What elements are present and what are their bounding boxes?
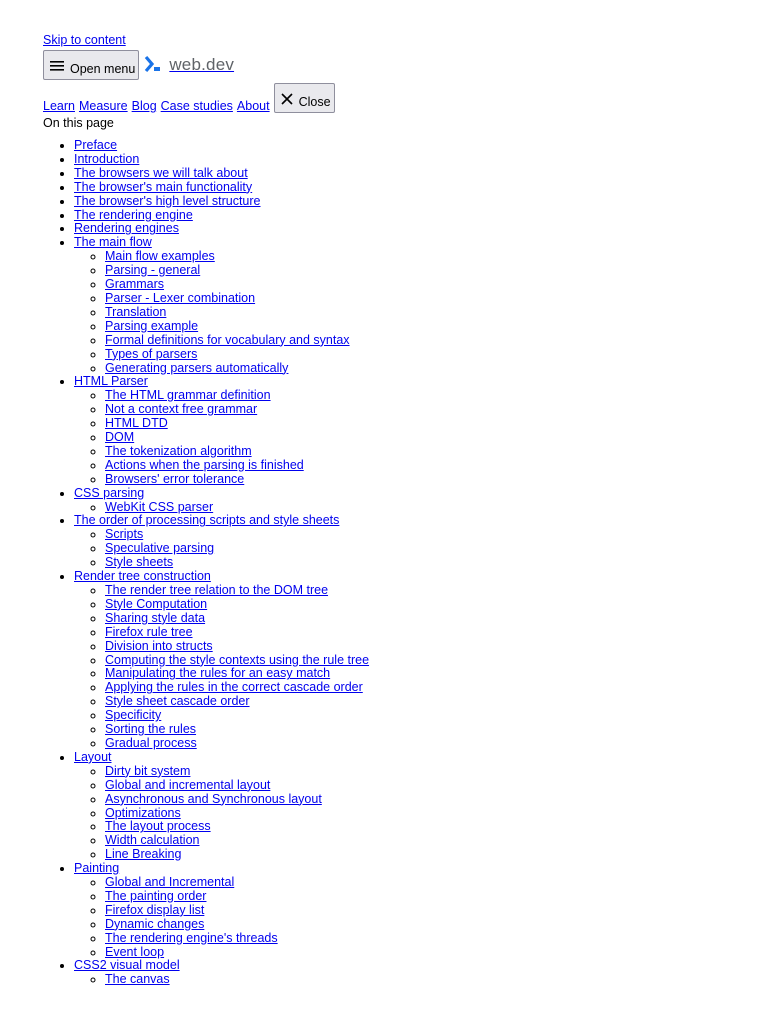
toc-subitem xyxy=(105,626,743,640)
toc-subitem xyxy=(105,723,743,737)
toc-sublink[interactable]: Speculative parsing xyxy=(105,541,215,556)
toc-item xyxy=(74,181,743,195)
toc-link[interactable]: Painting xyxy=(74,861,120,876)
toc-sublink[interactable]: Asynchronous and Synchronous layout xyxy=(105,791,322,806)
toc-sublink[interactable]: The rendering engine's threads xyxy=(105,930,278,945)
toc-subitem xyxy=(105,334,743,348)
toc-subitem xyxy=(105,389,743,403)
nav-blog[interactable]: Blog xyxy=(131,99,157,113)
hamburger-icon xyxy=(49,59,65,76)
toc-link[interactable]: The browser's main functionality xyxy=(74,179,253,194)
toc-link[interactable]: The rendering engine xyxy=(74,207,193,222)
toc-sublink[interactable]: The canvas xyxy=(105,972,170,987)
toc-item xyxy=(74,195,743,209)
toc-sublist xyxy=(74,765,743,862)
toc-link[interactable]: Introduction xyxy=(74,151,140,166)
toc-link[interactable]: The order of processing scripts and style sheets xyxy=(74,513,340,528)
toc-sublink[interactable]: Generating parsers automatically xyxy=(105,360,289,375)
toc-subitem xyxy=(105,737,743,751)
nav-learn[interactable]: Learn xyxy=(43,99,75,113)
toc-sublist xyxy=(74,876,743,959)
toc-sublink[interactable]: HTML DTD xyxy=(105,416,168,431)
toc-subitem xyxy=(105,820,743,834)
toc-subitem xyxy=(105,556,743,570)
open-menu-label: Open menu xyxy=(70,62,136,76)
toc-link[interactable]: Rendering engines xyxy=(74,221,179,236)
toc-subitem xyxy=(105,431,743,445)
toc-sublink[interactable]: Dirty bit system xyxy=(105,763,191,778)
toc-subitem xyxy=(105,542,743,556)
toc-subitem xyxy=(105,306,743,320)
toc-sublink[interactable]: Grammars xyxy=(105,277,165,292)
toc-link[interactable]: The browsers we will talk about xyxy=(74,165,248,180)
toc-sublink[interactable]: Line Breaking xyxy=(105,847,182,862)
toc-sublink[interactable]: Translation xyxy=(105,304,167,319)
toc-sublink[interactable]: Firefox rule tree xyxy=(105,624,193,639)
toc-subitem xyxy=(105,807,743,821)
toc-sublink[interactable]: Types of parsers xyxy=(105,346,198,361)
page-content xyxy=(43,32,743,987)
toc-subitem xyxy=(105,793,743,807)
toc-sublink[interactable]: Specificity xyxy=(105,708,162,723)
toc-sublink[interactable]: Parser - Lexer combination xyxy=(105,290,256,305)
toc-link[interactable]: The main flow xyxy=(74,235,152,250)
on-this-page-heading: On this page xyxy=(43,116,114,130)
toc-subitem xyxy=(105,640,743,654)
toc-sublink[interactable]: The painting order xyxy=(105,888,207,903)
toc-sublink[interactable]: Event loop xyxy=(105,944,165,959)
toc-sublink[interactable]: Parsing example xyxy=(105,318,199,333)
toc-sublist xyxy=(74,973,743,987)
toc-link[interactable]: Layout xyxy=(74,749,112,764)
toc-subitem xyxy=(105,876,743,890)
toc-subitem xyxy=(105,501,743,515)
toc-sublink[interactable]: WebKit CSS parser xyxy=(105,499,214,514)
toc-sublink[interactable]: Global and Incremental xyxy=(105,875,235,890)
open-menu-button[interactable] xyxy=(43,50,139,80)
toc-sublink[interactable]: Sorting the rules xyxy=(105,722,197,737)
toc-link[interactable]: CSS parsing xyxy=(74,485,145,500)
toc-item xyxy=(74,153,743,167)
toc-subitem xyxy=(105,932,743,946)
toc-subitem xyxy=(105,904,743,918)
toc-subitem xyxy=(105,584,743,598)
toc-sublink[interactable]: The render tree relation to the DOM tree xyxy=(105,583,329,597)
toc-subitem xyxy=(105,973,743,987)
toc-sublist xyxy=(74,389,743,486)
toc-subitem xyxy=(105,417,743,431)
toc-sublink[interactable]: Formal definitions for vocabulary and syntax xyxy=(105,332,350,347)
toc-subitem xyxy=(105,292,743,306)
toc-subitem xyxy=(105,598,743,612)
toc-subitem xyxy=(105,362,743,376)
toc-subitem xyxy=(105,848,743,862)
toc-subitem xyxy=(105,403,743,417)
toc-subitem xyxy=(105,250,743,264)
toc-item xyxy=(74,236,743,375)
toc-sublink[interactable]: Width calculation xyxy=(105,833,200,848)
toc-sublink[interactable]: Firefox display list xyxy=(105,902,205,917)
toc-subitem xyxy=(105,264,743,278)
toc-sublink[interactable]: Style sheets xyxy=(105,555,174,570)
toc-item xyxy=(74,209,743,223)
toc-subitem xyxy=(105,473,743,487)
close-icon xyxy=(280,92,294,109)
toc-sublink[interactable]: DOM xyxy=(105,430,135,445)
toc-subitem xyxy=(105,445,743,459)
toc-item xyxy=(74,222,743,236)
toc-sublink[interactable]: Browsers' error tolerance xyxy=(105,471,245,486)
toc-subitem xyxy=(105,779,743,793)
web-dev-logo[interactable] xyxy=(143,50,234,80)
toc-sublink[interactable]: The tokenization algorithm xyxy=(105,443,252,458)
toc-sublist xyxy=(74,501,743,515)
toc-link[interactable]: Preface xyxy=(74,138,118,152)
nav-measure[interactable]: Measure xyxy=(78,99,128,113)
toc-item xyxy=(74,570,743,751)
toc-sublink[interactable]: Optimizations xyxy=(105,805,181,820)
toc-link[interactable]: The browser's high level structure xyxy=(74,193,261,208)
toc-sublink[interactable]: Applying the rules in the correct cascade order xyxy=(105,680,363,695)
toc-subitem xyxy=(105,654,743,668)
toc-item xyxy=(74,514,743,570)
toc-sublink[interactable]: Not a context free grammar xyxy=(105,402,258,417)
toc-sublink[interactable]: Main flow examples xyxy=(105,249,215,264)
toc-item xyxy=(74,167,743,181)
close-label: Close xyxy=(298,95,331,109)
toc-sublist xyxy=(74,528,743,570)
toc-sublist xyxy=(74,584,743,751)
toc-sublink[interactable]: The HTML grammar definition xyxy=(105,388,271,403)
toc-item xyxy=(74,959,743,987)
toc-subitem xyxy=(105,890,743,904)
toc-subitem xyxy=(105,834,743,848)
top-nav xyxy=(43,83,743,113)
toc-link[interactable]: CSS2 visual model xyxy=(74,958,180,973)
table-of-contents xyxy=(43,139,743,987)
toc-sublink[interactable]: Division into structs xyxy=(105,638,213,653)
toc-subitem xyxy=(105,320,743,334)
skip-to-content-link[interactable]: Skip to content xyxy=(43,33,126,47)
toc-sublink[interactable]: Sharing style data xyxy=(105,610,206,625)
toc-sublink[interactable]: Scripts xyxy=(105,527,144,542)
toc-subitem xyxy=(105,667,743,681)
toc-item xyxy=(74,751,743,862)
header xyxy=(43,50,743,80)
toc-link[interactable]: HTML Parser xyxy=(74,374,148,389)
toc-sublist xyxy=(74,250,743,375)
toc-item xyxy=(74,487,743,515)
toc-sublink[interactable]: Global and incremental layout xyxy=(105,777,271,792)
toc-sublink[interactable]: Style sheet cascade order xyxy=(105,694,250,709)
toc-subitem xyxy=(105,459,743,473)
toc-sublink[interactable]: Computing the style contexts using the rule tree xyxy=(105,652,370,667)
close-button[interactable] xyxy=(274,83,335,113)
toc-item xyxy=(74,375,743,486)
toc-subitem xyxy=(105,765,743,779)
toc-subitem xyxy=(105,528,743,542)
toc-sublink[interactable]: Manipulating the rules for an easy match xyxy=(105,666,331,681)
toc-subitem xyxy=(105,348,743,362)
toc-subitem xyxy=(105,695,743,709)
toc-item xyxy=(74,862,743,959)
logo-text: web.dev xyxy=(169,55,235,74)
toc-link[interactable]: Render tree construction xyxy=(74,569,211,584)
toc-subitem xyxy=(105,918,743,932)
toc-subitem xyxy=(105,709,743,723)
toc-sublink[interactable]: Style Computation xyxy=(105,596,208,611)
toc-subitem xyxy=(105,946,743,960)
toc-sublink[interactable]: Actions when the parsing is finished xyxy=(105,457,304,472)
toc-subitem xyxy=(105,612,743,626)
nav-case-studies[interactable]: Case studies xyxy=(160,99,233,113)
toc-subitem xyxy=(105,681,743,695)
toc-sublink[interactable]: The layout process xyxy=(105,819,211,834)
toc-sublink[interactable]: Gradual process xyxy=(105,735,197,750)
toc-subitem xyxy=(105,278,743,292)
toc-sublink[interactable]: Parsing - general xyxy=(105,263,201,278)
nav-about[interactable]: About xyxy=(236,99,270,113)
toc-sublink[interactable]: Dynamic changes xyxy=(105,916,205,931)
toc-item xyxy=(74,139,743,153)
logo-chevron-icon xyxy=(143,54,163,77)
